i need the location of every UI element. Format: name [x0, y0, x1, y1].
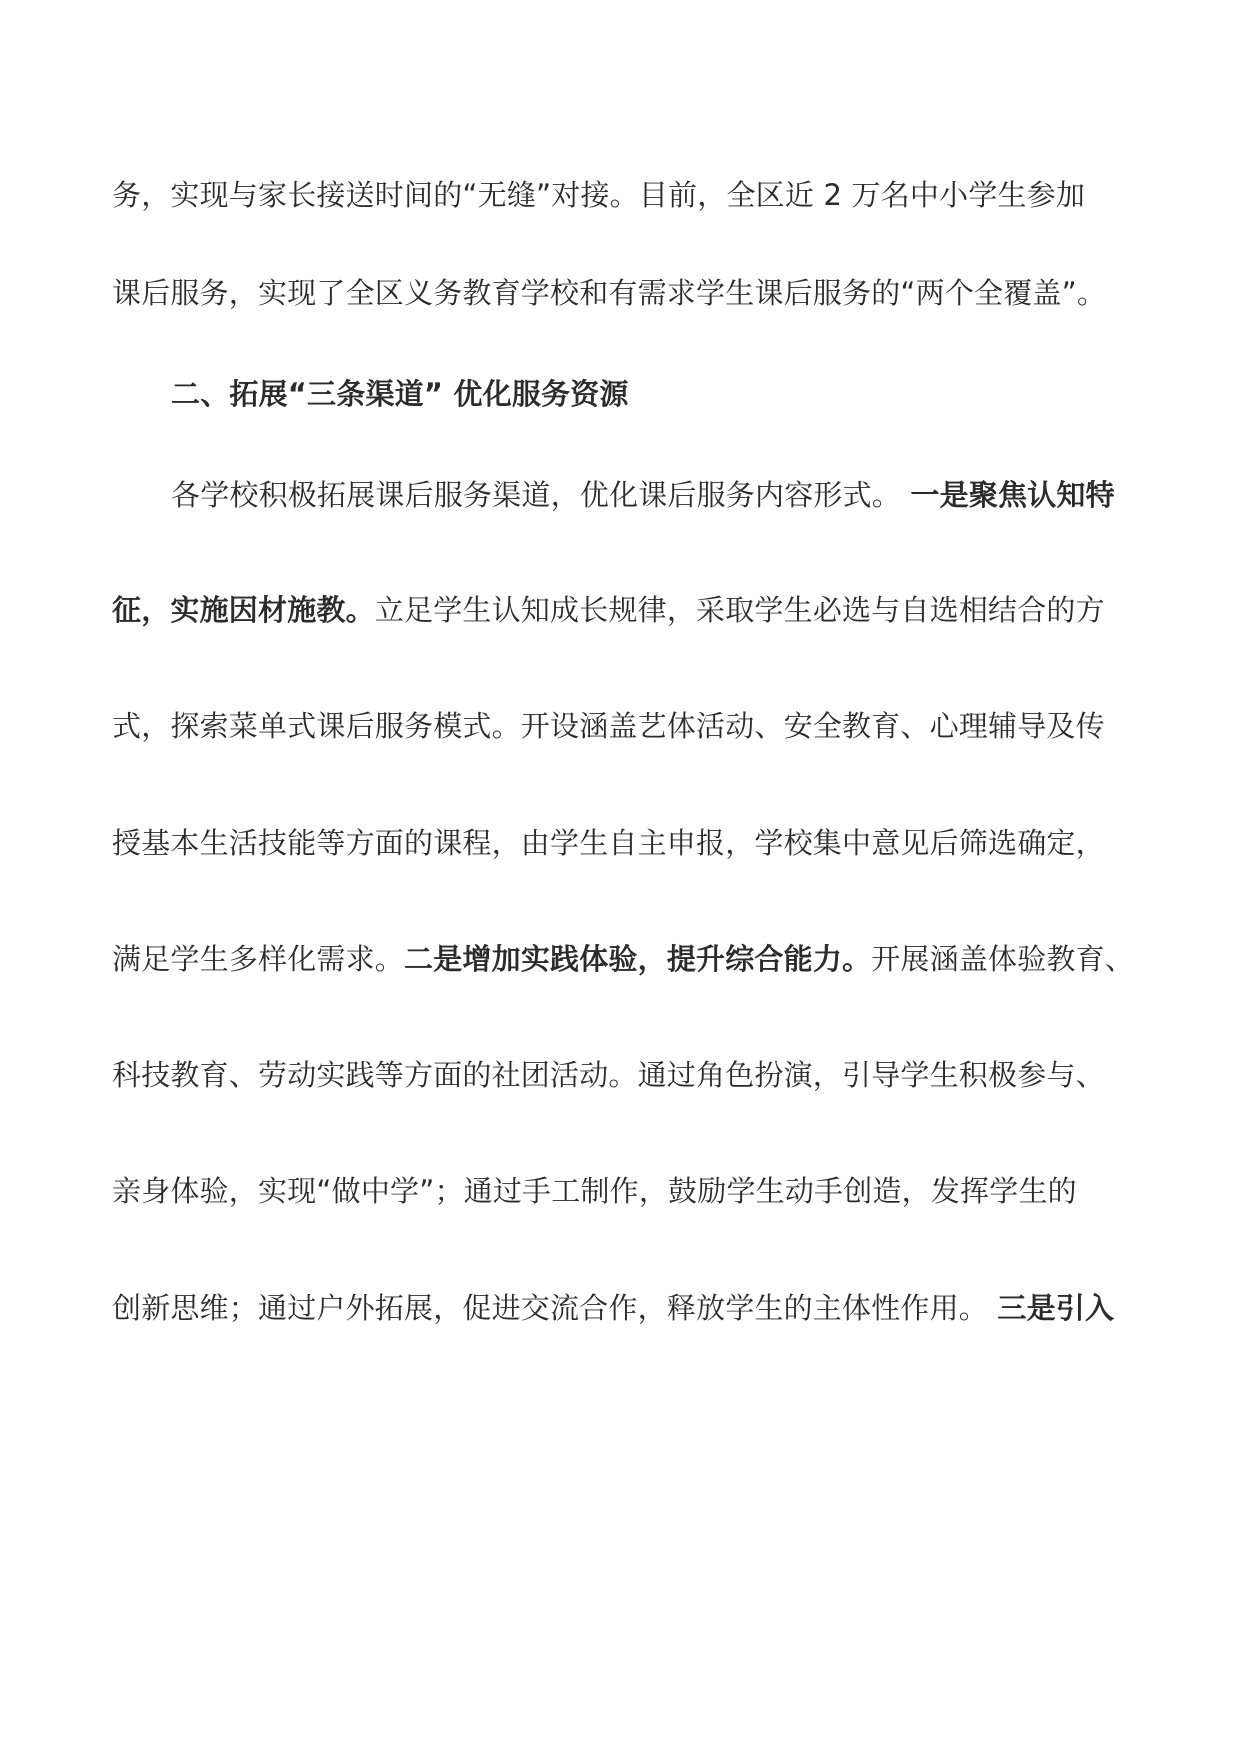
bold-text-run: 二是增加实践体验，提升综合能力。 — [404, 942, 872, 976]
text-run: 授基本生活技能等方面的课程，由学生自主申报，学校集中意见后筛选确定， — [112, 826, 1105, 860]
paragraph-line — [112, 1055, 1132, 1095]
heading-text: 二、拓展“三条渠道” 优化服务资源 — [171, 377, 629, 411]
paragraph-line — [171, 475, 1191, 515]
paragraph-line — [112, 590, 1132, 630]
paragraph-line — [112, 1171, 1132, 1211]
text-run: 满足学生多样化需求。 — [112, 942, 405, 976]
bold-text-run: 三是引入 — [997, 1291, 1115, 1325]
text-run: 立足学生认知成长规律，采取学生必选与自选相结合的方 — [374, 593, 1105, 627]
text-run: 科技教育、劳动实践等方面的社团活动。通过角色扮演，引导学生积极参与、 — [112, 1058, 1105, 1092]
section-heading — [171, 374, 1191, 414]
paragraph-line — [112, 823, 1132, 863]
text-run: 各学校积极拓展课后服务渠道，优化课后服务内容形式。 — [171, 478, 911, 512]
paragraph-line — [112, 706, 1132, 746]
bold-text-run: 征，实施因材施教。 — [112, 593, 375, 627]
text-run: 课后服务，实现了全区义务教育学校和有需求学生课后服务的“两个全覆盖”。 — [112, 276, 1107, 310]
text-run: 式，探索菜单式课后服务模式。开设涵盖艺体活动、安全教育、心理辅导及传 — [112, 709, 1105, 743]
text-run: 务，实现与家长接送时间的“无缝”对接。目前，全区近 2 万名中小学生参加 — [112, 178, 1086, 212]
paragraph-line — [112, 1288, 1132, 1328]
paragraph-line — [112, 175, 1132, 215]
text-run: 开展涵盖体验教育、 — [871, 942, 1135, 976]
paragraph-line — [112, 939, 1135, 979]
bold-text-run: 一是聚焦认知特 — [910, 478, 1115, 512]
text-run: 创新思维；通过户外拓展，促进交流合作，释放学生的主体性作用。 — [112, 1291, 998, 1325]
text-run: 亲身体验，实现“做中学”；通过手工制作，鼓励学生动手创造，发挥学生的 — [112, 1174, 1077, 1208]
paragraph-line — [112, 273, 1132, 313]
